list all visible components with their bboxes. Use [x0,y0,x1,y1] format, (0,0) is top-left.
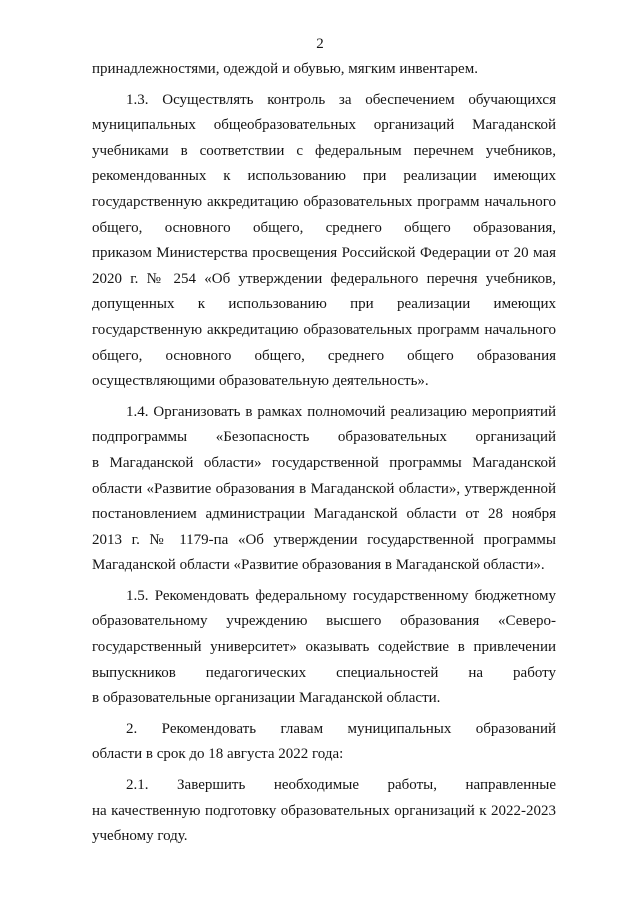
text-line: на качественную подготовку образовательных организаций к 2022-2023 [92,802,556,819]
text-line: государственную аккредитацию образовательных программ начального [92,193,556,210]
text-line: образовательному учреждению высшего образования «Северо- [92,613,556,630]
text-line: в Магаданской области» государственной программы Магаданской [92,454,556,471]
text-line: государственную аккредитацию образовательных программ начального [92,321,556,338]
document-body [92,57,556,850]
text-line: 2013 г. № 1179-па «Об утверждении государственной программы [92,531,556,548]
text-line: приказом Министерства просвещения Российской Федерации от 20 мая [92,245,556,262]
text-line: осуществляющими образовательную деятельность». [92,373,429,390]
text-line: рекомендованных к использованию при реализации имеющих [92,168,556,185]
text-line: 1.4. Организовать в рамках полномочий реализацию мероприятий [126,403,556,420]
text-line: муниципальных общеобразовательных организаций Магаданской [92,117,556,134]
text-line: 2020 г. № 254 «Об утверждении федерального перечня учебников, [92,270,556,287]
text-line: принадлежностями, одеждой и обувью, мягким инвентарем. [92,61,478,77]
text-line: 2. Рекомендовать главам муниципальных образований [126,720,556,737]
text-line: учебниками в соответствии с федеральным перечнем учебников, [92,142,556,159]
text-line: государственный университет» оказывать содействие в привлечении [92,639,556,656]
text-line: области в срок до 18 августа 2022 года: [92,746,344,763]
text-line: общего, основного общего, среднего общего образования, [92,219,556,236]
text-line: в образовательные организации Магаданской области. [92,690,441,707]
text-line: подпрограммы «Безопасность образовательных организаций [92,429,556,446]
text-line: постановлением администрации Магаданской области от 28 ноября [92,506,556,523]
text-line: учебному году. [92,828,188,845]
text-line: выпускников педагогических специальностей на работу [92,664,556,681]
text-line: общего, основного общего, среднего общего образования [92,347,556,364]
text-line: 1.3. Осуществлять контроль за обеспечением обучающихся [126,91,556,108]
text-line: Магаданской области «Развитие образования в Магаданской области». [92,557,545,574]
text-line: 1.5. Рекомендовать федеральному государственному бюджетному [126,587,556,604]
page-number: 2 [316,36,324,52]
text-line: области «Развитие образования в Магаданской области», утвержденной [92,480,556,497]
text-line: 2.1. Завершить необходимые работы, направленные [126,777,556,794]
text-line: допущенных к использованию при реализации имеющих [92,296,556,313]
